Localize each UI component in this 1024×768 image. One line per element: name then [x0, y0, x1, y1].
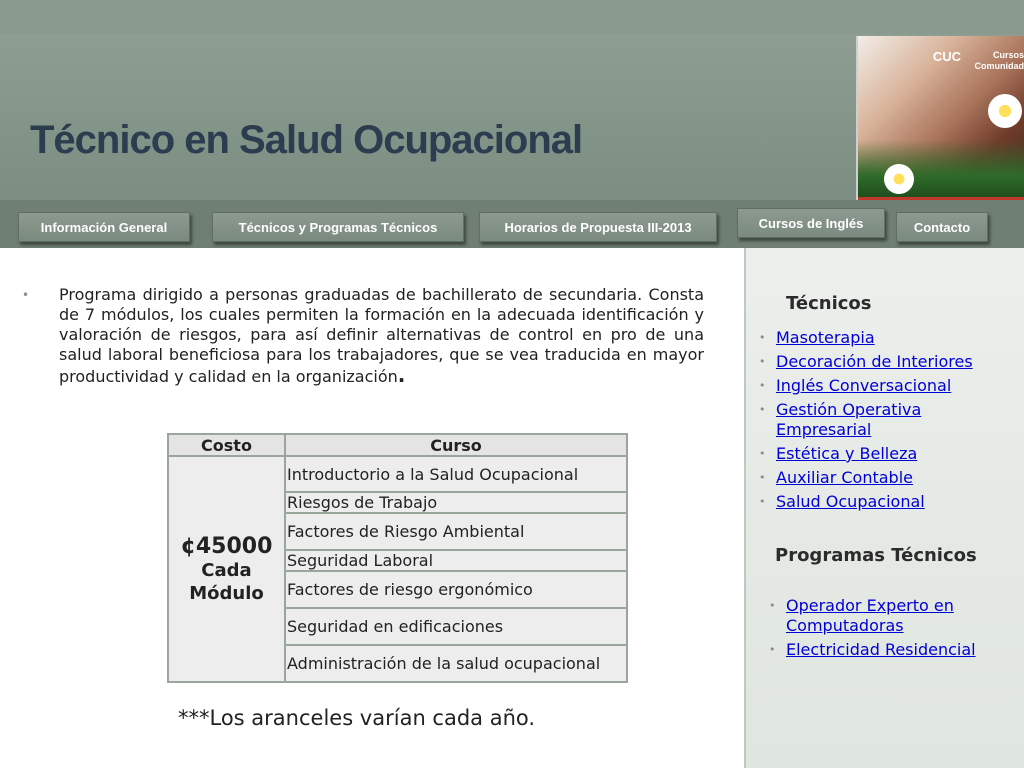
photo-label-line1: Cursos [992, 50, 1024, 60]
tecnicos-heading: Técnicos [786, 293, 872, 314]
fee-note: ***Los aranceles varían cada año. [178, 706, 536, 730]
table-row [168, 456, 627, 492]
programas-link[interactable]: Operador Experto en Computadoras [786, 596, 954, 635]
page-title: Técnico en Salud Ocupacional [30, 118, 583, 162]
tecnicos-link[interactable]: Decoración de Interiores [776, 352, 973, 371]
course-cell: Riesgos de Trabajo [285, 492, 627, 513]
main-nav [0, 200, 1024, 248]
nav-informacion-general[interactable]: Información General [18, 212, 190, 242]
bullet-icon: • [759, 331, 766, 344]
bullet-icon: • [759, 471, 766, 484]
list-item [746, 376, 1016, 396]
header-costo: Costo [168, 434, 285, 456]
tecnicos-link[interactable]: Salud Ocupacional [776, 492, 925, 511]
course-cell: Factores de Riesgo Ambiental [285, 513, 627, 550]
nav-cursos-ingles[interactable]: Cursos de Inglés [737, 208, 885, 238]
nav-horarios-propuesta[interactable]: Horarios de Propuesta III-2013 [479, 212, 717, 242]
table-header-row [168, 434, 627, 456]
leaves-graphic [858, 140, 1024, 200]
program-description [22, 285, 704, 387]
nav-tecnicos-programas[interactable]: Técnicos y Programas Técnicos [212, 212, 464, 242]
bullet-icon: • [759, 379, 766, 392]
bullet-icon: • [759, 355, 766, 368]
intro-text: Programa dirigido a personas graduadas de bachillerato de secundaria. Consta de 7 módulos, los cuales permiten la formación en la adecuada identificación y valoración de riesgos, para así definir alternativas de control en pro de una salud laboral beneficiosa para los trabajadores, que se vea traducida en mayor productividad y calidad en la organización [59, 285, 704, 386]
programas-list [756, 596, 1018, 664]
list-item [756, 640, 1018, 660]
list-item [746, 400, 1016, 440]
flower-icon [884, 164, 914, 194]
bullet-icon: • [769, 599, 776, 612]
course-cell: Introductorio a la Salud Ocupacional [285, 456, 627, 492]
bullet-icon: • [769, 643, 776, 656]
program-description-text [40, 285, 704, 387]
tecnicos-link[interactable]: Estética y Belleza [776, 444, 918, 463]
nav-contacto[interactable]: Contacto [896, 212, 988, 242]
bullet-icon: • [759, 495, 766, 508]
price-cell [168, 456, 285, 682]
bullet-icon: • [22, 288, 30, 302]
tecnicos-link[interactable]: Auxiliar Contable [776, 468, 913, 487]
photo-label-line2: Comunidad [974, 61, 1024, 71]
photo-label [968, 50, 1024, 72]
main-content [0, 248, 744, 768]
tecnicos-link[interactable]: Inglés Conversacional [776, 376, 952, 395]
list-item [746, 352, 1016, 372]
bullet-icon: • [759, 447, 766, 460]
tecnicos-link[interactable]: Masoterapia [776, 328, 875, 347]
list-item [756, 596, 1018, 636]
list-item [746, 444, 1016, 464]
cuc-logo: CUC [932, 49, 962, 64]
sidebar [744, 248, 1024, 768]
course-cell: Factores de riesgo ergonómico [285, 571, 627, 608]
course-cell: Seguridad Laboral [285, 550, 627, 571]
bullet-icon: • [759, 403, 766, 416]
tecnicos-link[interactable]: Gestión Operativa Empresarial [776, 400, 922, 439]
flower-icon [988, 94, 1022, 128]
header-curso: Curso [285, 434, 627, 456]
course-cell: Seguridad en edificaciones [285, 608, 627, 645]
tecnicos-list [746, 328, 1016, 516]
cost-table [167, 433, 628, 683]
list-item [746, 492, 1016, 512]
list-item [746, 328, 1016, 348]
price-unit-line2: Módulo [189, 582, 264, 604]
course-cell: Administración de la salud ocupacional [285, 645, 627, 682]
list-item [746, 468, 1016, 488]
header-photo [856, 36, 1024, 200]
programas-link[interactable]: Electricidad Residencial [786, 640, 976, 659]
top-band [0, 0, 1024, 34]
programas-heading: Programas Técnicos [775, 545, 977, 566]
price-unit-line1: Cada [201, 559, 252, 581]
intro-period: . [397, 363, 406, 387]
price-amount: ¢45000 [180, 533, 273, 559]
